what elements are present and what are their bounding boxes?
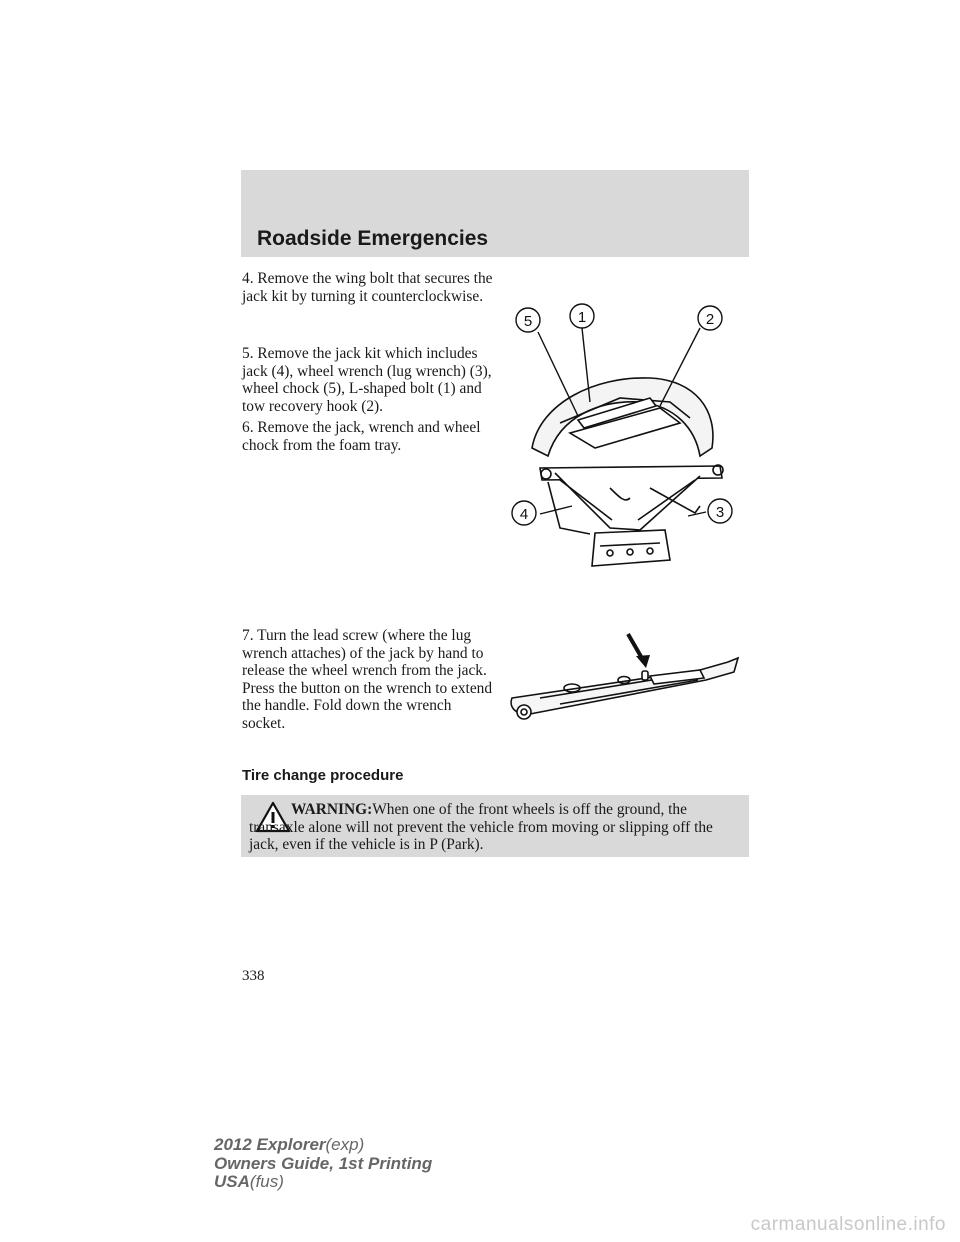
footer-market-code: (fus)	[249, 1172, 284, 1191]
footer-model: 2012 Explorer	[214, 1135, 326, 1154]
warning-box	[241, 795, 749, 857]
section-header	[241, 170, 749, 257]
section-title: Roadside Emergencies	[257, 227, 489, 250]
callout-3: 3	[715, 504, 725, 521]
footer-market: USA	[214, 1172, 250, 1191]
wheel-wrench-illustration	[500, 628, 740, 728]
warning-body: When one of the front wheels is off the ground, the transaxle alone will not prevent the vehicle from moving or slipping off the jack, even if the vehicle is in P (Park).	[249, 801, 713, 854]
footer-guide: Owners Guide, 1st Printing	[214, 1153, 433, 1173]
step-7: 7. Turn the lead screw (where the lug wrench attaches) of the jack by hand to release the wheel wrench from the jack. Press the button on the wrench to extend the handle. Fold down the wrench socket.	[242, 627, 493, 732]
step-5: 5. Remove the jack kit which includes jack (4), wheel wrench (lug wrench) (3), wheel chock (5), L-shaped bolt (1) and tow recovery hook (2).	[242, 345, 492, 415]
tire-change-heading: Tire change procedure	[242, 767, 404, 784]
warning-label: WARNING:	[291, 801, 373, 818]
step-6: 6. Remove the jack, wrench and wheel chock from the foam tray.	[242, 419, 481, 454]
page-number: 338	[242, 968, 265, 984]
callout-4: 4	[519, 506, 529, 523]
footer-model-code: (exp)	[325, 1135, 365, 1154]
callout-2: 2	[705, 311, 715, 328]
warning-text-block	[249, 801, 745, 854]
footer-imprint	[214, 1136, 432, 1192]
watermark: carmanualsonline.info	[750, 1214, 946, 1235]
jack-kit-illustration	[500, 298, 740, 583]
callout-5: 5	[523, 313, 533, 330]
callout-1: 1	[577, 309, 587, 326]
step-4: 4. Remove the wing bolt that secures the jack kit by turning it counterclockwise.	[242, 270, 493, 305]
